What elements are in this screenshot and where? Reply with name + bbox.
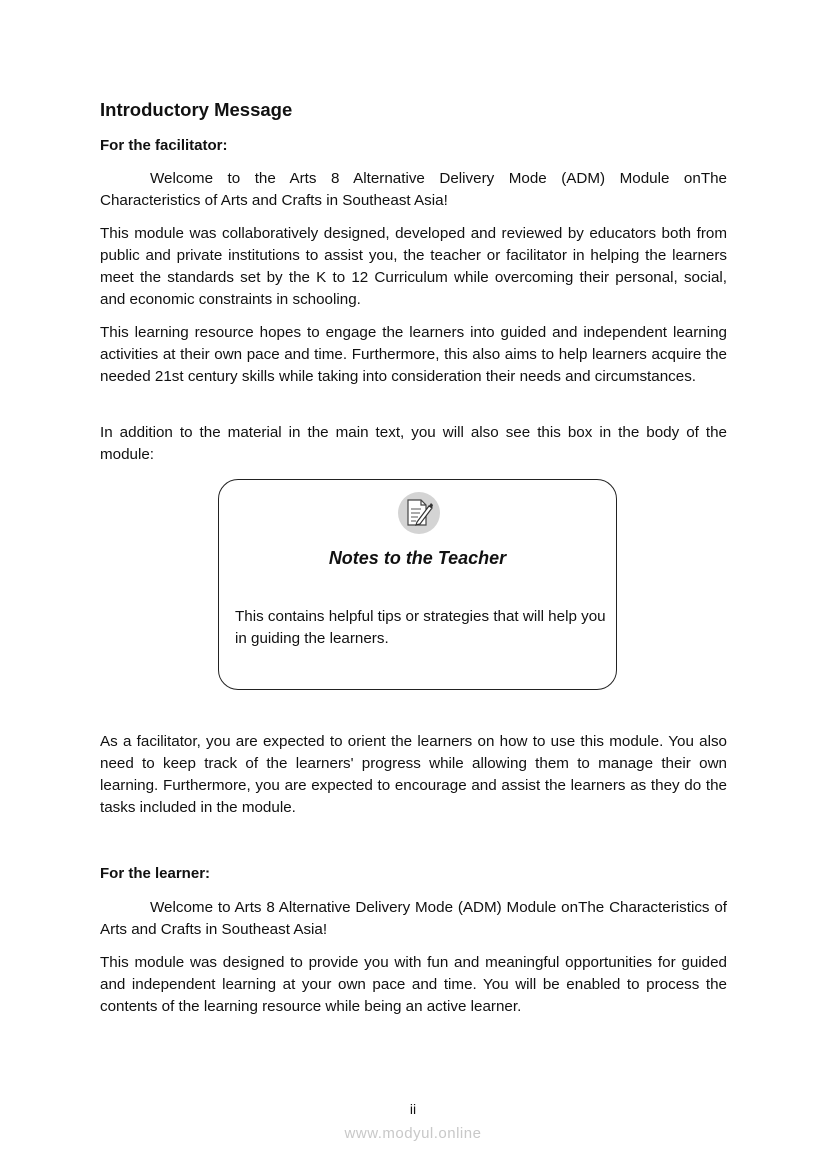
notes-box-body: This contains helpful tips or strategies that will help you in guiding the learners. [235, 608, 606, 647]
facilitator-paragraph-4: As a facilitator, you are expected to orient the learners on how to use this module. You also need to keep track of the learners' progress while allowing them to manage their own learning. Furthermore, you are expected to encourage and assist the learners as they do the tasks included in the module. [100, 733, 727, 816]
learner-heading: For the learner: [100, 865, 211, 882]
learner-welcome: Welcome to Arts 8 Alternative Delivery Mode (ADM) Module onThe Characteristics of Arts and Crafts in Southeast Asia! [100, 899, 727, 938]
page-number: ii [409, 1101, 417, 1117]
learner-paragraph-1: This module was designed to provide you with fun and meaningful opportunities for guided and independent learning at your own pace and time. You will be enabled to process the contents of the learning resource while being an active learner. [100, 954, 727, 1015]
notes-box-title: Notes to the Teacher [328, 548, 507, 568]
notes-pencil-icon [398, 492, 440, 534]
watermark: www.modyul.online [344, 1125, 482, 1142]
facilitator-paragraph-2: This learning resource hopes to engage the learners into guided and independent learning activities at their own pace and time. Furthermore, this also aims to help learners acquire the needed 21st century skills while taking into consideration their needs and circumstances. [100, 324, 727, 385]
facilitator-paragraph-3: In addition to the material in the main text, you will also see this box in the body of the module: [100, 424, 727, 463]
facilitator-welcome: Welcome to the Arts 8 Alternative Delivery Mode (ADM) Module onThe Characteristics of Arts and Crafts in Southeast Asia! [100, 170, 727, 209]
facilitator-heading: For the facilitator: [100, 137, 228, 154]
facilitator-paragraph-1: This module was collaboratively designed, developed and reviewed by educators both from public and private institutions to assist you, the teacher or facilitator in helping the learners meet the standards set by the K to 12 Curriculum while overcoming their personal, social, and economic constraints in schooling. [100, 225, 727, 308]
notes-to-teacher-box [218, 479, 617, 690]
page-title: Introductory Message [100, 99, 293, 120]
